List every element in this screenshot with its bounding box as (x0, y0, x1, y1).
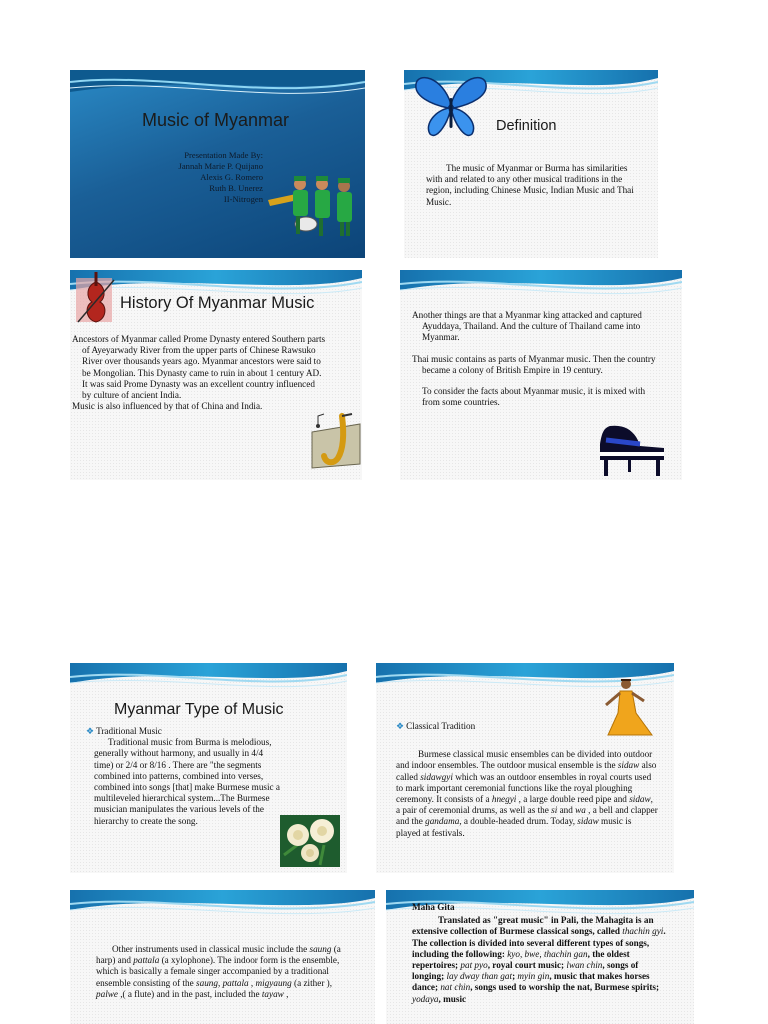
wave-decoration (400, 270, 682, 308)
bullet-label: Classical Tradition (406, 721, 476, 731)
history-body (72, 334, 326, 412)
wave-decoration (70, 70, 365, 108)
instruments-body (96, 944, 354, 1000)
slide-classical-tradition (376, 663, 674, 873)
paragraph: Translated as "great music" in Pali, the Mahagita is an extensive collection of Burmese classical songs, called thachin gyi. The collection is divided into several different types of songs, including the following: kyo, bwe, thachin gan, the oldest repertoires; pat pyo, royal court music; lwan chin, songs of longing; lay dway than gat; myin gin, music that makes horses dance; nat chin, songs used to worship the nat, Burmese spirits; yodaya, music (412, 915, 666, 1004)
bullet-label: Traditional Music (96, 726, 162, 736)
paragraph: The music of Myanmar or Burma has similarities with and related to any other musical traditions in the region, including Chinese Music, Indian Music and Thai Music. (426, 163, 634, 207)
paragraph: To consider the facts about Myanmar music, it is mixed with from some countries. (422, 386, 646, 408)
type-body (86, 726, 332, 827)
wave-decoration (70, 890, 375, 928)
slide-history (70, 270, 362, 480)
slide-title (70, 70, 365, 258)
slide-type-of-music (70, 663, 347, 873)
slide-title-text: Music of Myanmar (142, 110, 290, 130)
classical-body (396, 721, 658, 839)
slide-maha-gita (386, 890, 694, 1024)
section-heading: Maha Gita (412, 902, 455, 912)
credit-line: Ruth B. Unerez (209, 183, 263, 193)
butterfly-clipart (412, 74, 490, 140)
credits (130, 150, 263, 205)
bullet-item (396, 721, 658, 732)
slide-history-continued (400, 270, 682, 480)
wave-decoration (70, 663, 347, 701)
white-roses-clipart (280, 815, 340, 867)
paragraph: Music is also influenced by that of China and India. (72, 401, 263, 412)
credit-line: Alexis G. Romero (200, 172, 263, 182)
paragraph: Another things are that a Myanmar king attacked and captured Ayuddaya, Thailand. And the culture of Thailand came into Myanmar. (412, 310, 642, 343)
slide-title-text: Myanmar Type of Music (114, 701, 284, 718)
credit-line: Presentation Made By: (184, 150, 263, 160)
diamond-bullet-icon: ❖ (396, 721, 405, 731)
slide-definition (404, 70, 658, 258)
slide-instruments (70, 890, 375, 1024)
violin-clipart (72, 272, 120, 328)
saxophone-clipart (308, 412, 362, 472)
slide-title-text: History Of Myanmar Music (120, 294, 315, 312)
band-musicians-clipart (266, 172, 358, 238)
maha-gita-body (412, 902, 672, 1005)
credit-line: Jannah Marie P. Quijano (178, 161, 263, 171)
piano-clipart (596, 422, 668, 480)
history-continued-body (412, 310, 662, 408)
paragraph: Thai music contains as parts of Myanmar music. Then the country became a colony of British Empire in 19 century. (412, 353, 656, 375)
diamond-bullet-icon: ❖ (86, 726, 95, 736)
slide-title-text: Definition (496, 118, 557, 134)
paragraph: Traditional music from Burma is melodious, generally without harmony, and usually in 4/4 time) or 2/4 or 8/16 . There are "the segments combined into patterns, combined into verses, combined into songs [that] make Burmese music a multileveled hierarchical system...The Burmese musician manipulates the various levels of the hierarchy to create the song. (94, 737, 281, 826)
paragraph: Ancestors of Myanmar called Prome Dynasty entered Southern parts of Ayeyarwady River from the upper parts of Chinese Rawsuko River over thousands years ago. Myanmar ancestors were said to be Mongolian. This Dynasty came to ruin in about 1 century AD. It was said Prome Dynasty was an excellent country influenced by culture of ancient India. (72, 334, 326, 401)
bullet-item (86, 726, 332, 737)
definition-body (426, 163, 644, 208)
credit-line: II-Nitrogen (223, 194, 263, 204)
paragraph: Burmese classical music ensembles can be divided into outdoor and indoor ensembles. The outdoor musical ensemble is the sidaw also called sidawgyi which was an outdoor ensembles in royal courts used to mark important ceremonial functions like the royal ploughing ceremony. It consists of a hnegyi , a large double reed pipe and sidaw, a pair of ceremonial drums, as well as the si and wa , a bell and clapper and the gandama, a double-headed drum. Today, sidaw music is played at festivals. (396, 749, 658, 838)
paragraph: Other instruments used in classical music include the saung (a harp) and pattala (a xylophone). The indoor form is the ensemble, which is basically a female singer accompanied by a traditional ensemble consisting of the saung, pattala , migyaung (a zither ), palwe ,( a flute) and in the past, included the tayaw , (96, 944, 341, 999)
